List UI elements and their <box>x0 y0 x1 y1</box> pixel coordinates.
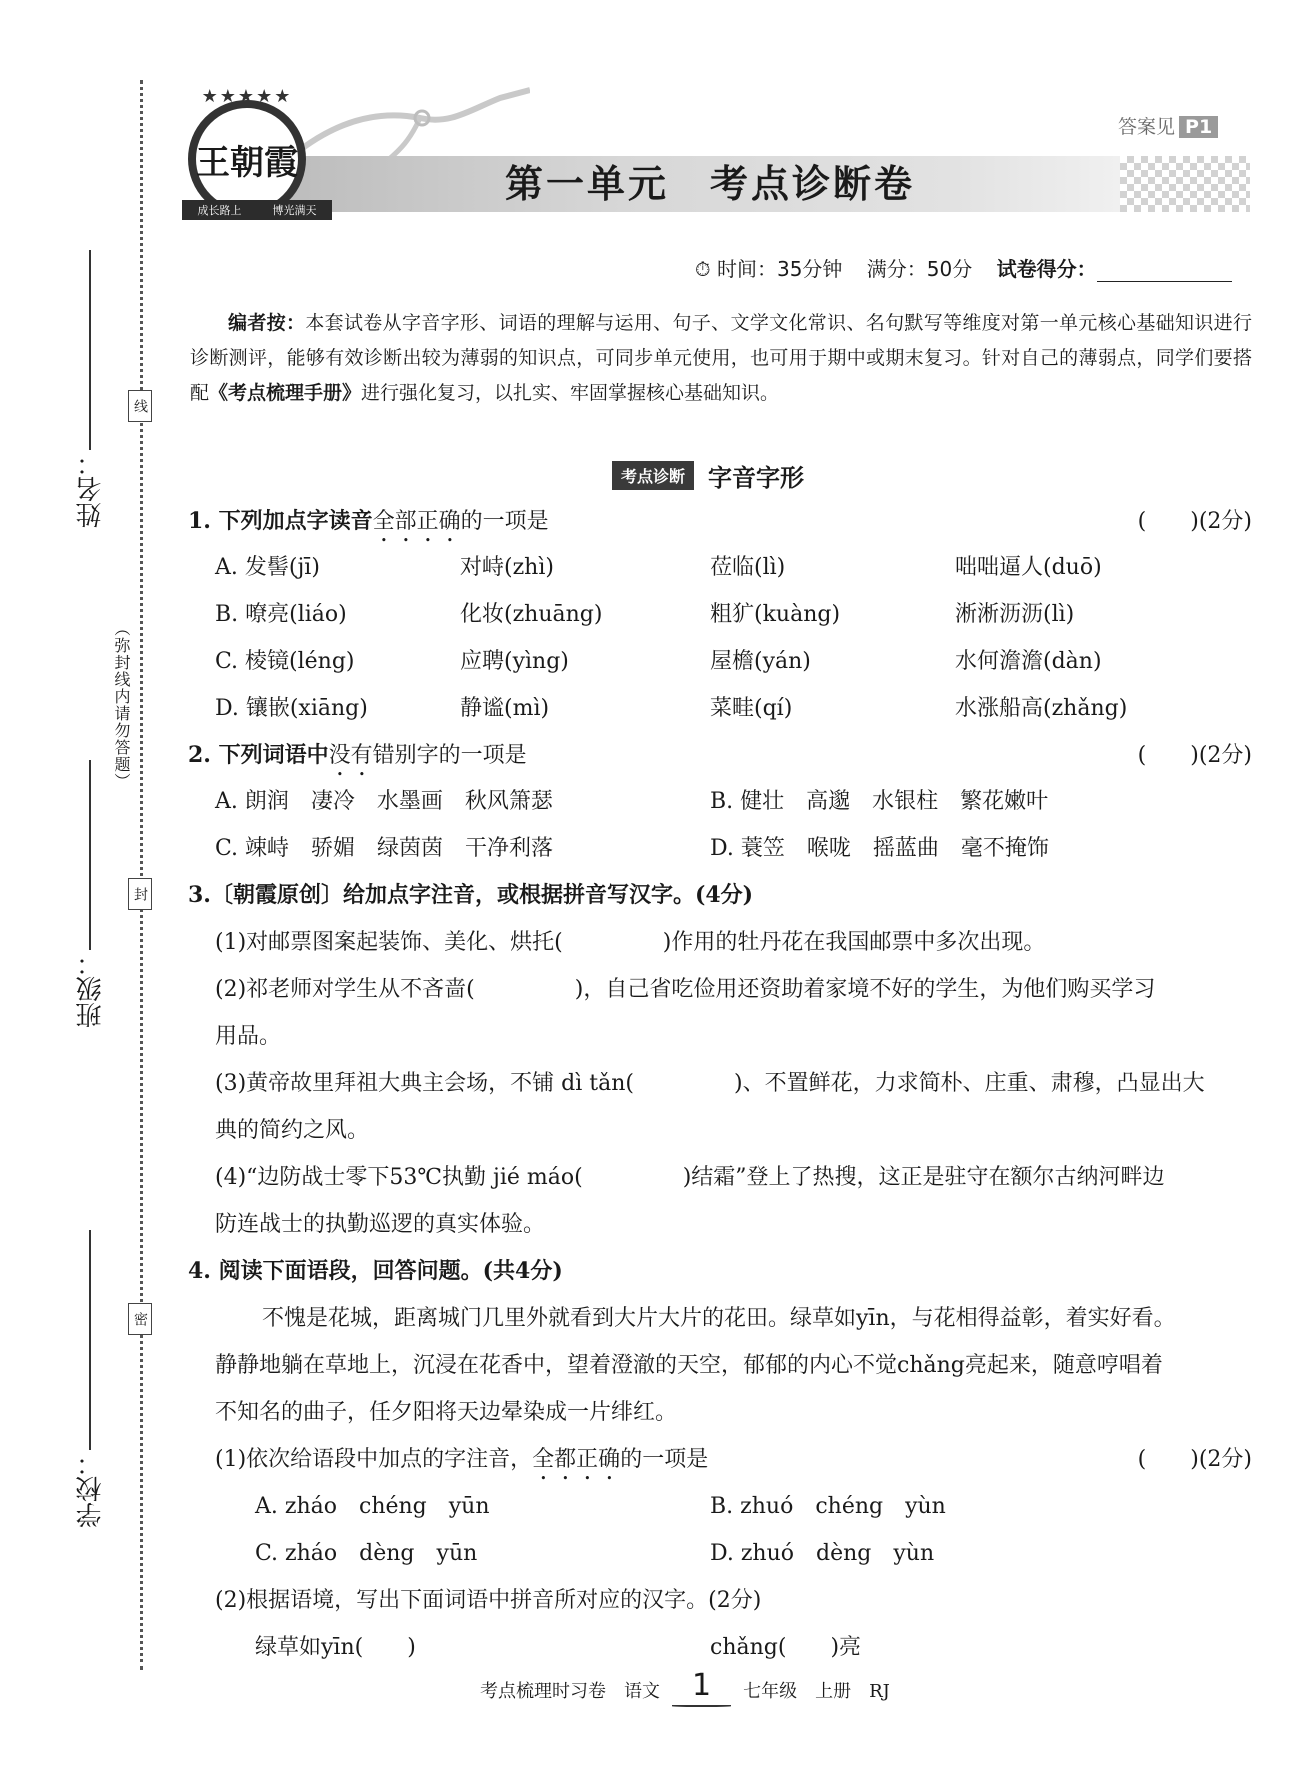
school-field[interactable] <box>70 1230 110 1528</box>
q1-a1[interactable]: A. 发髻(jī) <box>215 555 320 580</box>
q3-sub3 <box>215 1066 1205 1097</box>
name-field[interactable] <box>70 250 110 528</box>
footer-right: 七年级 上册 RJ <box>743 1681 890 1702</box>
q2-option-a[interactable]: A. 朗润 凄冷 水墨画 秋风箫瑟 <box>215 789 553 814</box>
q3-s3-a: (3)黄帝故里拜祖大典主会场，不铺 dì tǎn( <box>215 1071 634 1096</box>
logo-left-text: 成长路上 <box>197 204 242 217</box>
page-title: 第一单元 考点诊断卷 <box>504 162 915 206</box>
q1-b2: 化妆(zhuāng) <box>460 602 603 627</box>
q3-sub2-cont: 用品。 <box>215 1024 282 1049</box>
q4-sub1-post: 的一项是 <box>620 1447 709 1472</box>
q3-s4-a: (4)“边防战士零下53℃执勤 jié máo( <box>215 1165 583 1190</box>
q1-b1[interactable]: B. 嘹亮(liáo) <box>215 602 347 627</box>
q3-s1-b: )作用的牡丹花在我国邮票中多次出现。 <box>662 930 1046 955</box>
q3-sub4-cont: 防连战士的执勤巡逻的真实体验。 <box>215 1212 546 1237</box>
q1-stem-dot: 全部正确 <box>372 509 461 534</box>
tag-xian: 线 <box>128 390 152 422</box>
answer-prefix: 答案见 <box>1118 116 1176 138</box>
page-number: 1 <box>678 1668 725 1703</box>
q2-stem-dot: 没有 <box>328 743 373 768</box>
q3-sub1 <box>215 925 1045 956</box>
q1-c4: 水何澹澹(dàn) <box>955 649 1102 674</box>
q4-fill-a[interactable]: 绿草如yīn( ) <box>255 1635 416 1660</box>
q3-sub4 <box>215 1160 1165 1191</box>
tag-feng: 封 <box>128 878 152 910</box>
editor-book: 《考点梳理手册》 <box>209 382 362 404</box>
q4-stem: 4. 阅读下面语段，回答问题。(共4分) <box>188 1258 563 1284</box>
score-label: 试卷得分： <box>996 257 1097 281</box>
binding-dotted-line <box>140 80 143 1670</box>
q3-sub2 <box>215 972 1155 1003</box>
q4-option-d[interactable]: D. zhuó dèng yùn <box>710 1541 935 1566</box>
q1-stem <box>188 504 549 547</box>
stars-icon: ★★★★★ <box>201 86 293 107</box>
exam-meta <box>695 253 1232 282</box>
editor-note <box>190 306 1252 411</box>
q1-c2: 应聘(yìng) <box>460 649 569 674</box>
q4-fill-b[interactable]: chǎng( )亮 <box>710 1635 862 1660</box>
q3-s3-b: )、不置鲜花，力求简朴、庄重、肃穆，凸显出大 <box>733 1071 1205 1096</box>
class-field[interactable] <box>70 760 110 1028</box>
q1-stem-post: 的一项是 <box>460 509 549 534</box>
q2-score[interactable]: ( )(2分) <box>1137 743 1252 768</box>
editor-label: 编者按： <box>228 312 306 334</box>
q1-d4: 水涨船高(zhǎng) <box>955 696 1128 721</box>
q4-sub1-pre: (1)依次给语段中加点的字注音， <box>215 1447 533 1472</box>
q1-d3: 菜畦(qí) <box>710 696 793 721</box>
q4-sub1-dot: 全都正确 <box>532 1447 621 1472</box>
full-score: 满分：50分 <box>866 257 973 281</box>
q2-stem-pre: 2. 下列词语中 <box>188 742 329 768</box>
name-label: 姓名： <box>75 450 106 528</box>
q2-option-c[interactable]: C. 竦峙 骄媚 绿茵茵 干净利落 <box>215 836 554 861</box>
q2-stem <box>188 738 527 781</box>
editor-text-b: 进行强化复习，以扎实、牢固掌握核心基础知识。 <box>361 382 780 404</box>
school-label: 学校： <box>75 1450 106 1528</box>
tag-mi: 密 <box>128 1303 152 1335</box>
q3-s1-a: (1)对邮票图案起装饰、美化、烘托( <box>215 930 563 955</box>
class-underline <box>89 760 91 950</box>
q4-option-b[interactable]: B. zhuó chéng yùn <box>710 1494 946 1519</box>
q4-passage-line3: 不知名的曲子，任夕阳将天边晕染成一片绯红。 <box>215 1400 678 1425</box>
q3-s2-b: )，自己省吃俭用还资助着家境不好的学生，为他们购买学习 <box>574 977 1156 1002</box>
q2-stem-post: 错别字的一项是 <box>372 743 527 768</box>
school-underline <box>89 1230 91 1450</box>
q2-option-d[interactable]: D. 蓑笠 喉咙 摇蓝曲 毫不掩饰 <box>710 836 1049 861</box>
q4-sub2: (2)根据语境，写出下面词语中拼音所对应的汉字。(2分) <box>215 1588 762 1613</box>
q4-option-c[interactable]: C. zháo dèng yūn <box>255 1541 478 1566</box>
q1-a2: 对峙(zhì) <box>460 555 554 580</box>
q2-option-b[interactable]: B. 健壮 高邈 水银柱 繁花嫩叶 <box>710 789 1049 814</box>
q3-s4-b: )结霜”登上了热搜，这正是驻守在额尔古纳河畔边 <box>682 1165 1165 1190</box>
time-limit: 时间：35分钟 <box>716 257 843 281</box>
section-pill: 考点诊断 <box>612 461 694 490</box>
q4-sub1-score[interactable]: ( )(2分) <box>1137 1447 1252 1472</box>
editor-text-a: 本套试卷从字音字形、词语的理解与运用、句子、文学文化常识、名句默写等维度对第一单元核心基础知识进行诊断测评，能够有效诊断出较为薄弱的知识点，可同步单元使用，也可用于期中或期末复习。针对自己的薄弱点，同学们要搭配 <box>190 312 1252 404</box>
name-underline <box>89 250 91 450</box>
page-footer <box>480 1668 980 1703</box>
q1-stem-pre: 1. 下列加点字读音 <box>188 508 373 534</box>
q3-sub3-cont: 典的简约之风。 <box>215 1118 370 1143</box>
logo-name: 王朝霞 <box>196 142 298 183</box>
answer-page: P1 <box>1179 116 1218 138</box>
section-title: 字音字形 <box>708 464 805 492</box>
q1-b4: 淅淅沥沥(lì) <box>955 602 1075 627</box>
q1-d1[interactable]: D. 镶嵌(xiāng) <box>215 696 368 721</box>
q4-option-a[interactable]: A. zháo chéng yūn <box>255 1494 490 1519</box>
answer-reference <box>1118 112 1218 139</box>
q4-passage-line1: 不愧是花城，距离城门几里外就看到大片大片的花田。绿草如yīn，与花相得益彰，着实好看。 <box>262 1306 1176 1331</box>
ribbon-decoration <box>300 80 530 160</box>
q1-score[interactable]: ( )(2分) <box>1137 509 1252 534</box>
q3-stem: 3.〔朝霞原创〕给加点字注音，或根据拼音写汉字。(4分) <box>188 882 754 908</box>
q1-b3: 粗犷(kuàng) <box>710 602 841 627</box>
q1-a4: 咄咄逼人(duō) <box>955 555 1102 580</box>
score-blank[interactable] <box>1097 281 1232 282</box>
class-label: 班级： <box>75 950 106 1028</box>
logo-right-text: 博光满天 <box>272 204 317 217</box>
section-heading <box>612 458 804 493</box>
q3-s2-a: (2)祁老师对学生从不吝啬( <box>215 977 475 1002</box>
q1-c3: 屋檐(yán) <box>710 649 811 674</box>
q1-a3: 莅临(lì) <box>710 555 786 580</box>
q4-sub1 <box>215 1442 708 1485</box>
seal-note: （弥封线内请勿答题） <box>112 620 131 790</box>
q1-d2: 静谧(mì) <box>460 696 550 721</box>
footer-left: 考点梳理时习卷 语文 <box>480 1681 660 1702</box>
clock-icon: ⏱ <box>695 257 711 281</box>
q4-passage-line2: 静静地躺在草地上，沉浸在花香中，望着澄澈的天空，郁郁的内心不觉chǎng亮起来，随意哼唱着 <box>215 1353 1163 1378</box>
q1-c1[interactable]: C. 棱镜(léng) <box>215 649 355 674</box>
